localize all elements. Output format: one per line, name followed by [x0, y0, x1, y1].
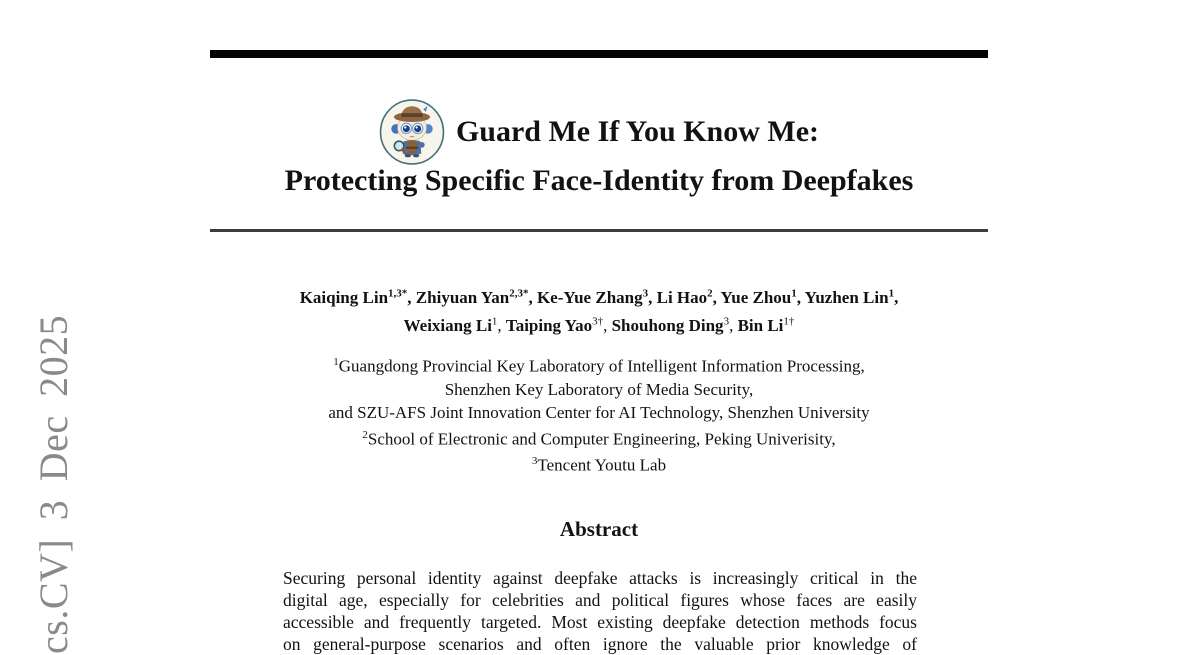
- affiliation-line: Shenzhen Key Laboratory of Media Security,: [444, 379, 754, 399]
- author: Weixiang Li$^1$,: [403, 315, 506, 336]
- affiliation-line: $^3$Tencent Youtu Lab: [531, 455, 667, 475]
- abstract-heading: Abstract: [559, 517, 639, 541]
- title-row: [210, 99, 988, 165]
- affiliation-line: $^1$Guangdong Provincial Key Laboratory of Intelligent Information Processing,: [333, 356, 865, 376]
- author-line-1: Kaiqing Lin$^{1,3*}$, Zhiyuan Yan$^{2,3*}$, Ke-Yue Zhang$^3$, Li Hao$^2$, Yue Zhou$^1$, Yuzhen Lin$^1$,: [299, 287, 899, 307]
- author: Zhiyuan Yan$^{2,3*}$,: [415, 287, 537, 307]
- author: Shouhong Ding$^3$,: [611, 315, 738, 336]
- paper-column: [210, 0, 988, 654]
- paper-title-line2: Protecting Specific Face-Identity from Deepfakes: [284, 164, 914, 197]
- affiliation-block: [210, 351, 988, 477]
- abstract-line: accessible and frequently targeted. Most existing deepfake detection methods focus: [283, 612, 917, 632]
- affiliation-line: $^2$School of Electronic and Computer Engineering, Peking Univerisity,: [362, 428, 836, 449]
- abstract-line: digital age, especially for celebrities and political figures whose faces are easily: [283, 590, 917, 610]
- abstract-line: on general-purpose scenarios and often ignore the valuable prior knowledge of: [283, 634, 917, 654]
- author: Taiping Yao$^{3\dagger}$,: [505, 315, 612, 336]
- title-divider-rule: [210, 229, 988, 232]
- author: Li Hao$^2$,: [656, 287, 721, 307]
- arxiv-stamp: cs.CV] 3 Dec 2025: [31, 314, 76, 654]
- paper-title-line1: Guard Me If You Know Me:: [455, 115, 820, 148]
- author-block: [210, 281, 988, 338]
- detective-mascot-icon: [379, 99, 445, 165]
- author: Ke-Yue Zhang$^3$,: [536, 287, 657, 307]
- author: Bin $Li^{1\dagger}$: [737, 315, 795, 336]
- author: Yuzhen Lin$^1$: [804, 287, 895, 307]
- author: Kaiqing Lin$^{1,3*}$,: [299, 287, 416, 307]
- author-line-2: [210, 310, 988, 339]
- top-rule: [210, 50, 988, 58]
- abstract-body: [283, 567, 917, 655]
- abstract-line: Securing personal identity against deepfake attacks is increasingly critical in the: [283, 568, 917, 588]
- author: Yue Zhou$^1$,: [720, 287, 805, 307]
- affiliation-line: and SZU-AFS Joint Innovation Center for AI Technology, Shenzhen University: [328, 402, 870, 422]
